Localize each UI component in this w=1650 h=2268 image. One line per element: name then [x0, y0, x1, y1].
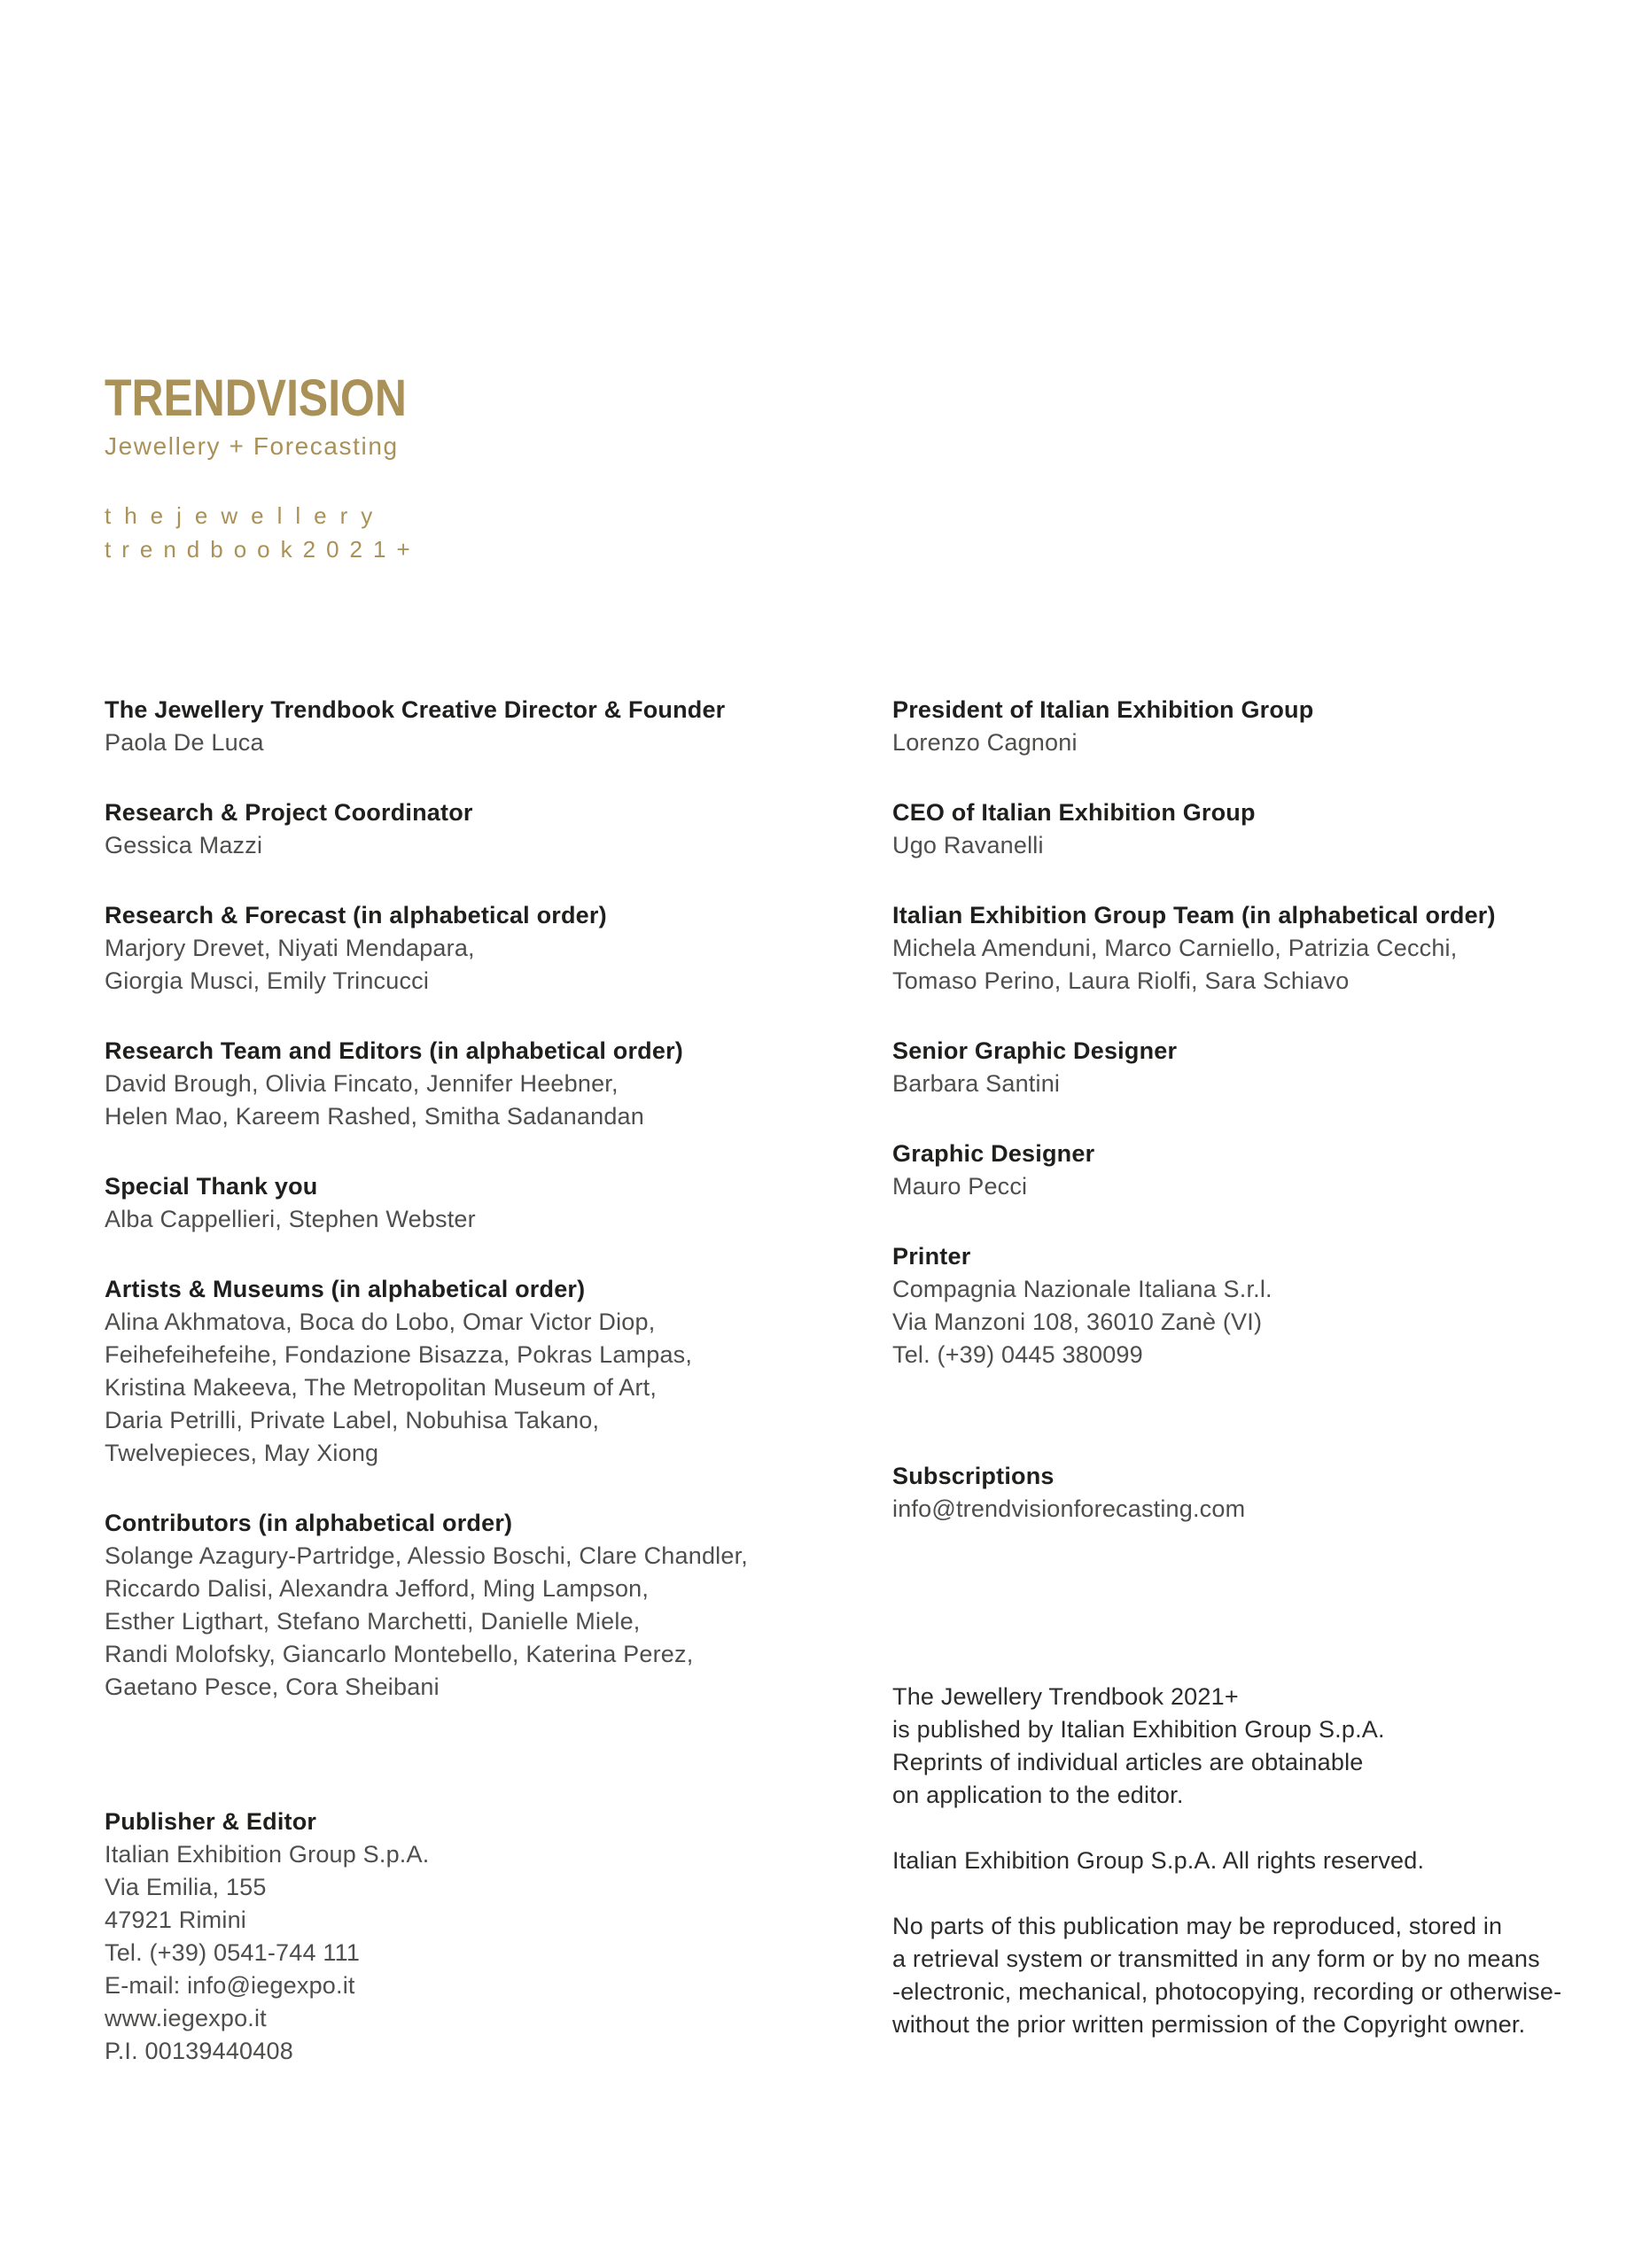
- section-line: Via Manzoni 108, 36010 Zanè (VI): [892, 1309, 1263, 1335]
- logo-brand-text: TRENDVISION: [105, 369, 407, 427]
- section-line: Tomaso Perino, Laura Riolfi, Sara Schiavo: [892, 967, 1350, 994]
- section-line: Italian Exhibition Group S.p.A. All rights reserved.: [892, 1847, 1425, 1874]
- section-line: Alba Cappellieri, Stephen Webster: [105, 1206, 476, 1232]
- section-heading: President of Italian Exhibition Group: [892, 696, 1314, 723]
- section-line: Lorenzo Cagnoni: [892, 729, 1078, 756]
- section-line: Michela Amenduni, Marco Carniello, Patrizia Cecchi,: [892, 935, 1458, 961]
- section-line: Helen Mao, Kareem Rashed, Smitha Sadanandan: [105, 1103, 644, 1130]
- section-line: without the prior written permission of the Copyright owner.: [892, 2011, 1526, 2038]
- section-line: David Brough, Olivia Fincato, Jennifer Heebner,: [105, 1070, 619, 1097]
- section-heading: Senior Graphic Designer: [892, 1037, 1178, 1064]
- section-line: Gaetano Pesce, Cora Sheibani: [105, 1674, 440, 1700]
- section-line: Barbara Santini: [892, 1070, 1061, 1097]
- section-line: Tel. (+39) 0445 380099: [892, 1341, 1143, 1368]
- credits-section: [105, 796, 840, 862]
- section-line: on application to the editor.: [892, 1782, 1184, 1808]
- section-line: Twelvepieces, May Xiong: [105, 1440, 379, 1466]
- section-line: 47921 Rimini: [105, 1907, 246, 1933]
- section-line: a retrieval system or transmitted in any form or by no means: [892, 1946, 1540, 1972]
- credits-section: [105, 1170, 840, 1236]
- credits-section: [892, 1681, 1628, 1812]
- credits-section: [892, 1240, 1628, 1371]
- section-heading: Italian Exhibition Group Team (in alphabetical order): [892, 902, 1496, 928]
- section-line: Alina Akhmatova, Boca do Lobo, Omar Victor Diop,: [105, 1309, 656, 1335]
- section-line: Randi Molofsky, Giancarlo Montebello, Katerina Perez,: [105, 1641, 694, 1667]
- section-line: Feihefeihefeihe, Fondazione Bisazza, Pokras Lampas,: [105, 1341, 693, 1368]
- credits-section: [105, 1806, 840, 2068]
- section-line: E-mail: info@iegexpo.it: [105, 1972, 355, 1999]
- section-heading: Contributors (in alphabetical order): [105, 1510, 513, 1536]
- section-line: Giorgia Musci, Emily Trincucci: [105, 967, 430, 994]
- section-line: Tel. (+39) 0541-744 111: [105, 1939, 361, 1966]
- credits-section: [892, 1035, 1628, 1100]
- section-line: Marjory Drevet, Niyati Mendapara,: [105, 935, 475, 961]
- section-heading: Publisher & Editor: [105, 1808, 317, 1835]
- credits-section: [892, 1460, 1628, 1526]
- section-heading: Subscriptions: [892, 1463, 1055, 1489]
- logo-book-line2: trendbook2021+: [105, 536, 421, 563]
- logo-book-title: [105, 499, 455, 566]
- section-line: No parts of this publication may be reproduced, stored in: [892, 1913, 1503, 1939]
- credits-right-column: [892, 694, 1628, 2041]
- section-line: info@trendvisionforecasting.com: [892, 1495, 1246, 1522]
- section-line: The Jewellery Trendbook 2021+: [892, 1683, 1239, 1710]
- section-heading: The Jewellery Trendbook Creative Director & Founder: [105, 696, 726, 723]
- section-line: Gessica Mazzi: [105, 832, 263, 858]
- credits-left-column: [105, 694, 840, 2068]
- credits-section: [892, 796, 1628, 862]
- credits-section: [105, 1035, 840, 1133]
- credits-section: [105, 1507, 840, 1704]
- section-heading: Research Team and Editors (in alphabetical order): [105, 1037, 683, 1064]
- section-line: Paola De Luca: [105, 729, 264, 756]
- credits-section: [105, 1273, 840, 1470]
- trendvision-logo: [105, 369, 455, 566]
- section-heading: CEO of Italian Exhibition Group: [892, 799, 1256, 826]
- section-line: Kristina Makeeva, The Metropolitan Museum of Art,: [105, 1374, 658, 1401]
- section-line: Ugo Ravanelli: [892, 832, 1044, 858]
- section-line: Daria Petrilli, Private Label, Nobuhisa Takano,: [105, 1407, 600, 1433]
- section-heading: Research & Forecast (in alphabetical order): [105, 902, 607, 928]
- section-line: Riccardo Dalisi, Alexandra Jefford, Ming Lampson,: [105, 1575, 650, 1602]
- credits-section: [105, 899, 840, 998]
- section-heading: Printer: [892, 1243, 971, 1270]
- section-heading: Graphic Designer: [892, 1140, 1095, 1167]
- section-line: Esther Ligthart, Stefano Marchetti, Danielle Miele,: [105, 1608, 641, 1635]
- section-heading: Artists & Museums (in alphabetical order): [105, 1276, 586, 1302]
- credits-section: [892, 1910, 1628, 2041]
- section-line: -electronic, mechanical, photocopying, recording or otherwise-: [892, 1978, 1562, 2005]
- section-line: Solange Azagury-Partridge, Alessio Boschi, Clare Chandler,: [105, 1542, 748, 1569]
- credits-section: [892, 1845, 1628, 1877]
- credits-section: [105, 694, 840, 759]
- section-line: Italian Exhibition Group S.p.A.: [105, 1841, 430, 1868]
- section-line: Mauro Pecci: [892, 1173, 1028, 1200]
- section-line: www.iegexpo.it: [105, 2005, 267, 2031]
- section-line: Compagnia Nazionale Italiana S.r.l.: [892, 1276, 1273, 1302]
- section-heading: Research & Project Coordinator: [105, 799, 473, 826]
- credits-section: [892, 694, 1628, 759]
- credits-section: [892, 899, 1628, 998]
- section-line: Via Emilia, 155: [105, 1874, 267, 1900]
- logo-tagline: Jewellery + Forecasting: [105, 432, 399, 460]
- section-line: P.I. 00139440408: [105, 2038, 293, 2064]
- credits-section: [892, 1138, 1628, 1203]
- logo-book-line1: thejewellery: [105, 502, 386, 529]
- section-line: Reprints of individual articles are obtainable: [892, 1749, 1364, 1775]
- section-line: is published by Italian Exhibition Group S.p.A.: [892, 1716, 1385, 1743]
- section-heading: Special Thank you: [105, 1173, 318, 1200]
